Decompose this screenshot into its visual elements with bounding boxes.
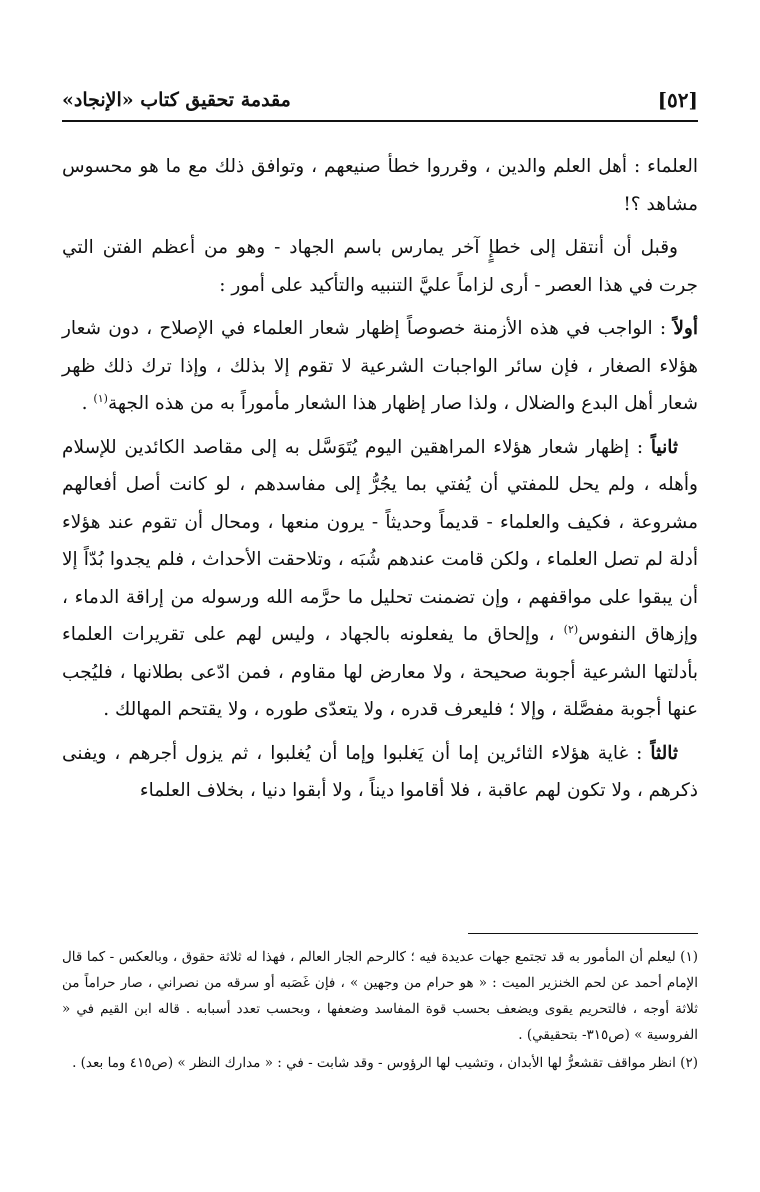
paragraph-4 [62,429,698,729]
point-first-text: : الواجب في هذه الأزمنة خصوصاً إظهار شعار العلماء في الإصلاح ، دون شعار هؤلاء الصغار ، فإن سائر الواجبات الشرعية لا تقوم إلا بذلك ، وإذا ترك ذلك ظهر شعار أهل البدع والضلال ، ولذا صار إظهار هذا الشعار مأموراً به من هذه الجهة [62,318,698,414]
point-first-label: أولاً [673,318,698,339]
footnote-ref-1: (١) [93,391,108,405]
footnote-1: (١) ليعلم أن المأمور به قد تجتمع جهات عديدة فيه ؛ كالرحم الجار العالم ، فهذا له ثلاثة حقوق ، وبالعكس - كما قال الإمام أحمد عن لحم الخنزير الميت : « هو حرام من وجهين » ، فإن غَصَبه أو سرقه من نصراني ، صار حراماً من ثلاثة أوجه ، فالتحريم يقوى ويضعف بحسب قوة المفاسد وضعفها ، وبحسب تعدد أسبابه . قاله ابن القيم في « الفروسية » (ص٣١٥- بتحقيقي) . [62,949,698,1043]
point-third-text: : غاية هؤلاء الثائرين إما أن يَغلبوا وإما أن يُغلبوا ، ثم يزول أجرهم ، ويفنى ذكرهم ، ولا تكون لهم عاقبة ، فلا أقاموا ديناً ، ولا أبقوا دنيا ، بخلاف العلماء [62,742,698,801]
main-text [62,148,698,816]
footnote-ref-2: (٢) [563,622,579,636]
point-second-text-a: : إظهار شعار هؤلاء المراهقين اليوم يُتَوَسَّل به إلى مقاصد الكائدين للإسلام وأهله ، ولم يحل للمفتي أن يُفتي بما يجُرُّ إلى مفاسدهم ، لو كانت أصل أفعالهم مشروعة ، فكيف والعلماء - قديماً وحديثاً - يرون منعها ، ومحال أن تقوم عند هؤلاء أدلة لم تصل العلماء ، ولكن قامت عندهم شُبَه ، وتلاحقت الأحداث ، فلم يجدوا بُدّاً إلا أن يبقوا على مواقفهم ، وإن تضمنت تحليل ما حرَّمه الله ورسوله من إراقة الدماء ، وإزهاق النفوس [62,436,698,645]
footnote-2: (٢) انظر مواقف تقشعرُّ لها الأبدان ، وتشيب لها الرؤوس - وقد شابت - في : « مدارك النظر » (ص٤١٥ وما بعد) . [72,1055,698,1071]
paragraph-5 [62,735,698,810]
running-title: مقدمة تحقيق كتاب «الإنجاد» [62,89,291,111]
point-first-end: . [81,393,94,414]
paragraph-1: العلماء : أهل العلم والدين ، وقرروا خطأ صنيعهم ، وتوافق ذلك مع ما هو محسوس مشاهد ؟! [62,156,698,215]
footnotes [62,944,698,1078]
page-number: [٥٢] [657,88,698,112]
paragraph-3 [62,310,698,423]
point-second-label: ثانياً [650,436,678,458]
paragraph-2: وقبل أن أنتقل إلى خطإٍ آخر يمارس باسم الجهاد - وهو من أعظم الفتن التي جرت في هذا العصر - أرى لزاماً عليَّ التنبيه والتأكيد على أمور : [62,237,698,296]
footnote-divider [468,933,698,934]
point-second-text-b: ، وإلحاق ما يفعلونه بالجهاد ، وليس لهم على تقريرات العلماء بأدلتها الشرعية أجوبة صحيحة ، ولا معارض لها مقاوم ، فمن ادّعى بطلانها ، فليُجب عنها أجوبة مفصَّلة ، وإلا ؛ فليعرف قدره ، ولا يتعدّى طوره ، ولا يقتحم المهالك . [62,624,698,720]
page-header [62,82,698,118]
header-divider [62,120,698,122]
point-third-label: ثالثاً [650,742,678,764]
